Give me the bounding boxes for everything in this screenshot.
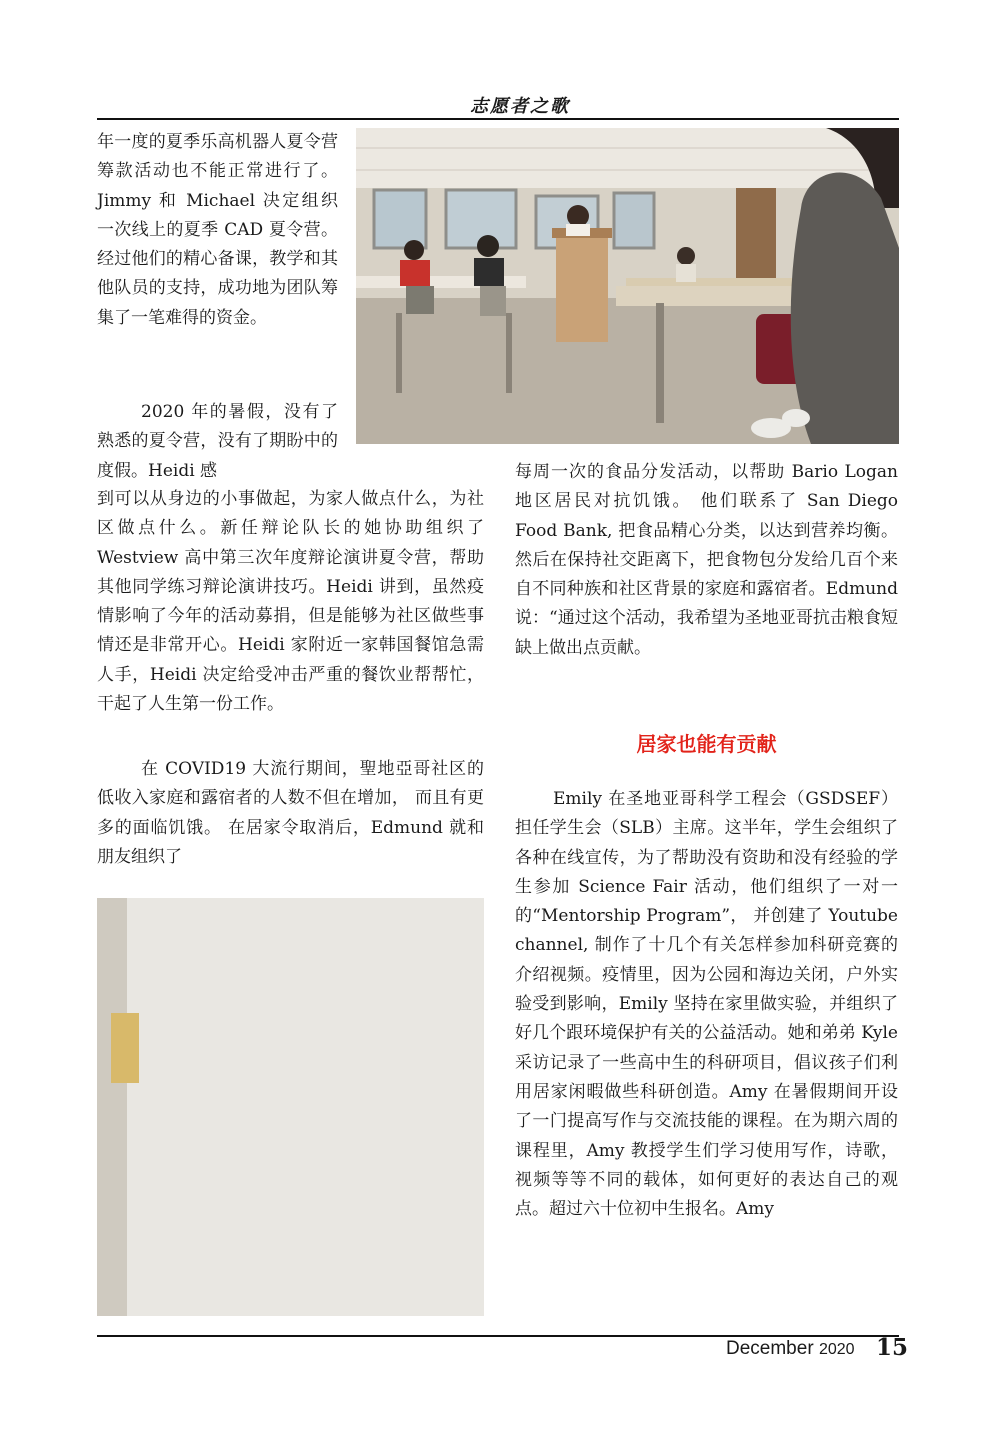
debate-camp-photo (356, 128, 899, 444)
issue-date (726, 1338, 855, 1360)
paragraph-summer-start: 2020 年的暑假，没有了熟悉的夏令营，没有了期盼中的度假。Heidi 感 (97, 402, 338, 481)
food-distribution-illustration (97, 898, 484, 1316)
header-rule (97, 118, 899, 120)
paragraph-food-distribution: 每周一次的食品分发活动，以帮助 Bario Logan 地区居民对抗饥饿。 他们联系了 San Diego Food Bank, 把食品精心分类，以达到营养均衡。然后在保持社交距离下，把食物包分发给几百个来自不同种族和社区背景的家庭和露宿者。Edmund 说：“通过这个活动，我希望为圣地亚哥抗击粮食短缺上做出点贡献。 (515, 462, 898, 658)
paragraph-covid: 在 COVID19 大流行期间，聖地亞哥社区的低收入家庭和露宿者的人数不但在增加， 而且有更多的面临饥饿。 在居家令取消后，Edmund 就和朋友组织了 (97, 759, 484, 867)
paragraph-robotics-camp: 年一度的夏季乐高机器人夏令营筹款活动也不能正常进行了。Jimmy 和 Michael 决定组织一次线上的夏季 CAD 夏令营。经过他们的精心备课，教学和其他队员的支持，成功地为团队筹集了一笔难得的资金。 (97, 132, 338, 328)
debate-camp-illustration (356, 128, 899, 444)
paragraph-heidi: 到可以从身边的小事做起，为家人做点什么，为社区做点什么。新任辩论队长的她协助组织了 Westview 高中第三次年度辩论演讲夏令营，帮助其他同学练习辩论演讲技巧。Heidi 讲到，虽然疫情影响了今年的活动募捐，但是能够为社区做些事情还是非常开心。Heidi 家附近一家韩国餐馆急需人手，Heidi 决定给受冲击严重的餐饮业帮帮忙，干起了人生第一份工作。 (97, 489, 484, 715)
footer-rule (97, 1335, 899, 1337)
issue-year: 2020 (818, 1341, 855, 1358)
issue-month: December (726, 1338, 814, 1359)
paragraph-emily-amy: Emily 在圣地亚哥科学工程会（GSDSEF） 担任学生会（SLB）主席。这半年，学生会组织了各种在线宣传，为了帮助没有资助和没有经验的学生参加 Science Fair 活动，他们组织了一对一的“Mentorship Program”， 并创建了 Youtube channel, 制作了十几个有关怎样参加科研竞赛的介绍视频。疫情里，因为公园和海边关闭，户外实验受到影响，Emily 坚持在家里做实验，并组织了好几个跟环境保护有关的公益活动。她和弟弟 Kyle 采访记录了一些高中生的科研项目，倡议孩子们利用居家闲暇做些科研创造。Amy 在暑假期间开设了一门提高写作与交流技能的课程。在为期六周的课程里，Amy 教授学生们学习使用写作，诗歌，视频等等不同的载体，如何更好的表达自己的观点。超过六十位初中生报名。Amy (515, 789, 898, 1220)
magazine-section-title: 志愿者之歌 (470, 96, 570, 117)
food-distribution-photo (97, 898, 484, 1316)
page-number: 15 (876, 1334, 909, 1361)
section-heading: 居家也能有贡献 (636, 732, 777, 756)
